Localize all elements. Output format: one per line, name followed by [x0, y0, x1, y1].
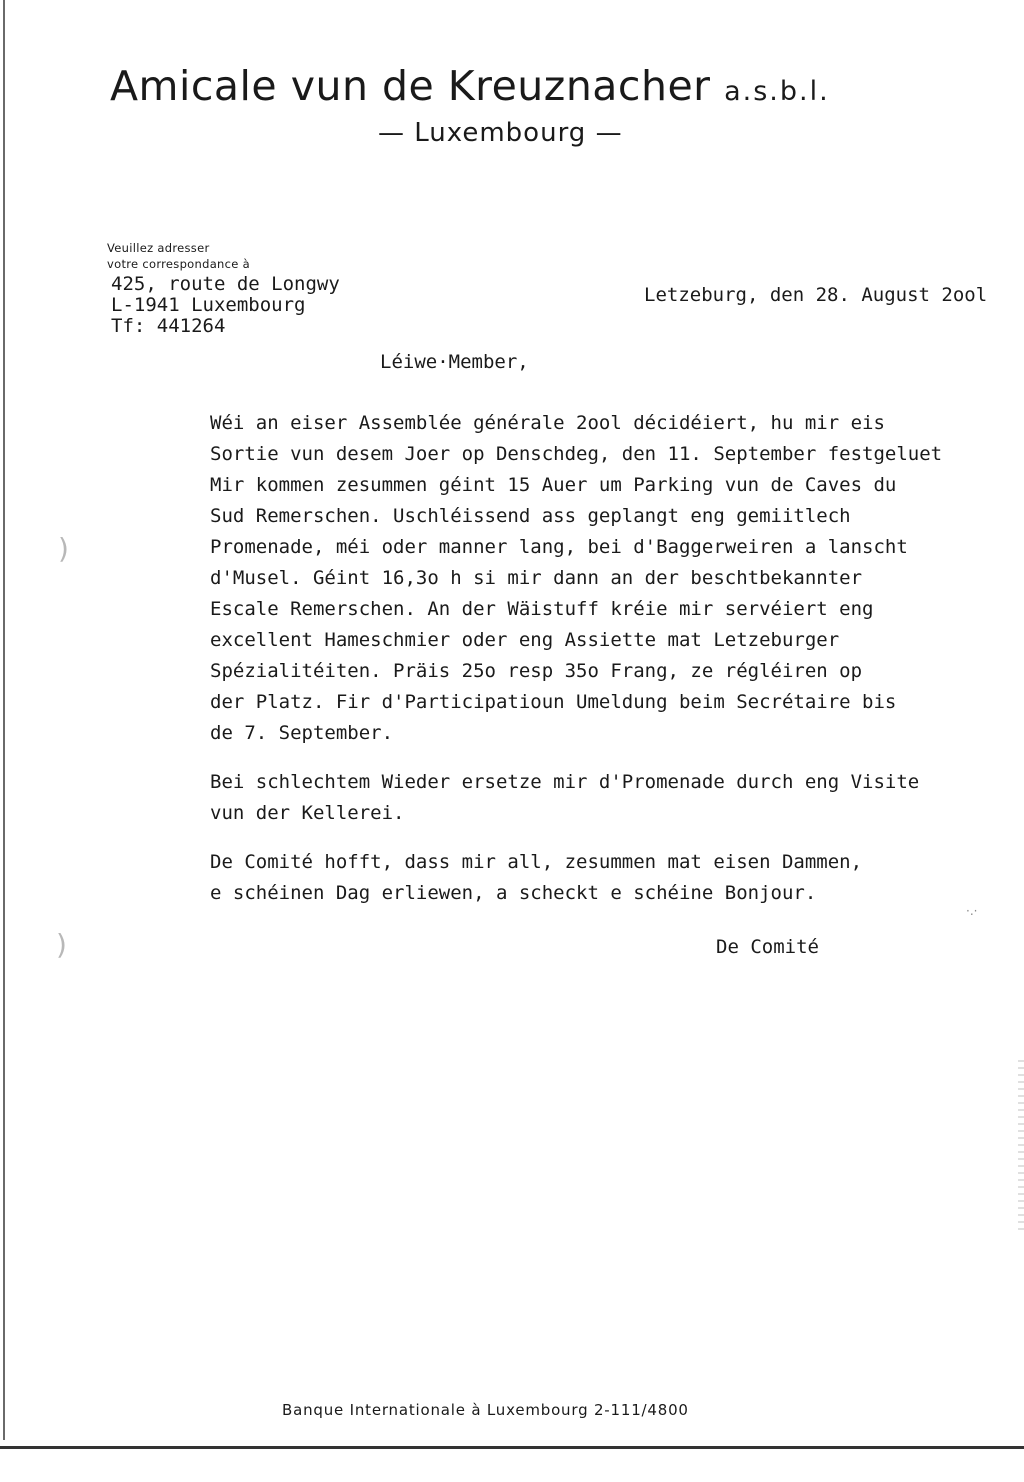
paragraph-bad-weather	[210, 767, 1020, 829]
sender-address	[111, 274, 340, 337]
text-line: d'Musel. Géint 16,3o h si mir dann an der beschtbekannter	[210, 567, 863, 589]
text-line: Bei schlechtem Wieder ersetze mir d'Promenade durch eng Visite	[210, 771, 920, 793]
correspondence-label	[107, 240, 250, 272]
text-line: der Platz. Fir d'Participatioun Umeldung beim Secrétaire bis	[210, 691, 897, 713]
text-line: Escale Remerschen. An der Wäistuff kréie mir servéiert eng	[210, 598, 874, 620]
organization-name	[110, 62, 830, 110]
address-postcode-city: L-1941 Luxembourg	[111, 294, 306, 316]
text-line: Spézialitéiten. Präis 25o resp 35o Frang, ze régléiren op	[210, 660, 863, 682]
organization-legal-suffix: a.s.b.l.	[724, 76, 830, 107]
scan-speck: ·.·	[966, 904, 978, 918]
text-line: de 7. September.	[210, 722, 394, 744]
salutation: Léiwe·Member,	[380, 351, 529, 373]
page-left-edge	[3, 0, 5, 1440]
punch-hole-mark: )	[58, 532, 69, 565]
text-line: Mir kommen zesummen géint 15 Auer um Parking vun de Caves du	[210, 474, 897, 496]
footer-bank-details: Banque Internationale à Luxembourg 2-111/4800	[282, 1401, 689, 1419]
organization-name-text: Amicale vun de Kreuznacher	[110, 62, 711, 110]
paragraph-outing-details	[210, 408, 1020, 749]
organization-city: — Luxembourg —	[378, 118, 623, 148]
text-line: excellent Hameschmier oder eng Assiette mat Letzeburger	[210, 629, 840, 651]
punch-hole-mark: )	[56, 928, 67, 961]
address-street: 425, route de Longwy	[111, 273, 340, 295]
text-line: Promenade, méi oder manner lang, bei d'Baggerweiren a lanscht	[210, 536, 908, 558]
address-phone: Tf: 441264	[111, 315, 226, 337]
text-line: Sud Remerschen. Uschléissend ass geplangt eng gemiitlech	[210, 505, 851, 527]
signature: De Comité	[716, 936, 819, 958]
letter-date: Letzeburg, den 28. August 2ool	[644, 284, 988, 306]
letter-body	[210, 408, 1020, 927]
text-line: vun der Kellerei.	[210, 802, 405, 824]
text-line: e schéinen Dag erliewen, a scheckt e schéine Bonjour.	[210, 882, 817, 904]
paragraph-closing	[210, 847, 1020, 909]
text-line: Sortie vun desem Joer op Denschdeg, den 11. September festgeluet	[210, 443, 943, 465]
text-line: De Comité hofft, dass mir all, zesummen mat eisen Dammen,	[210, 851, 863, 873]
scan-speckle	[1018, 1060, 1024, 1230]
text-line: Wéi an eiser Assemblée générale 2ool décidéiert, hu mir eis	[210, 412, 885, 434]
correspondence-label-line: Veuillez adresser	[107, 241, 210, 255]
correspondence-label-line: votre correspondance à	[107, 257, 250, 271]
page-bottom-edge	[0, 1446, 1024, 1449]
